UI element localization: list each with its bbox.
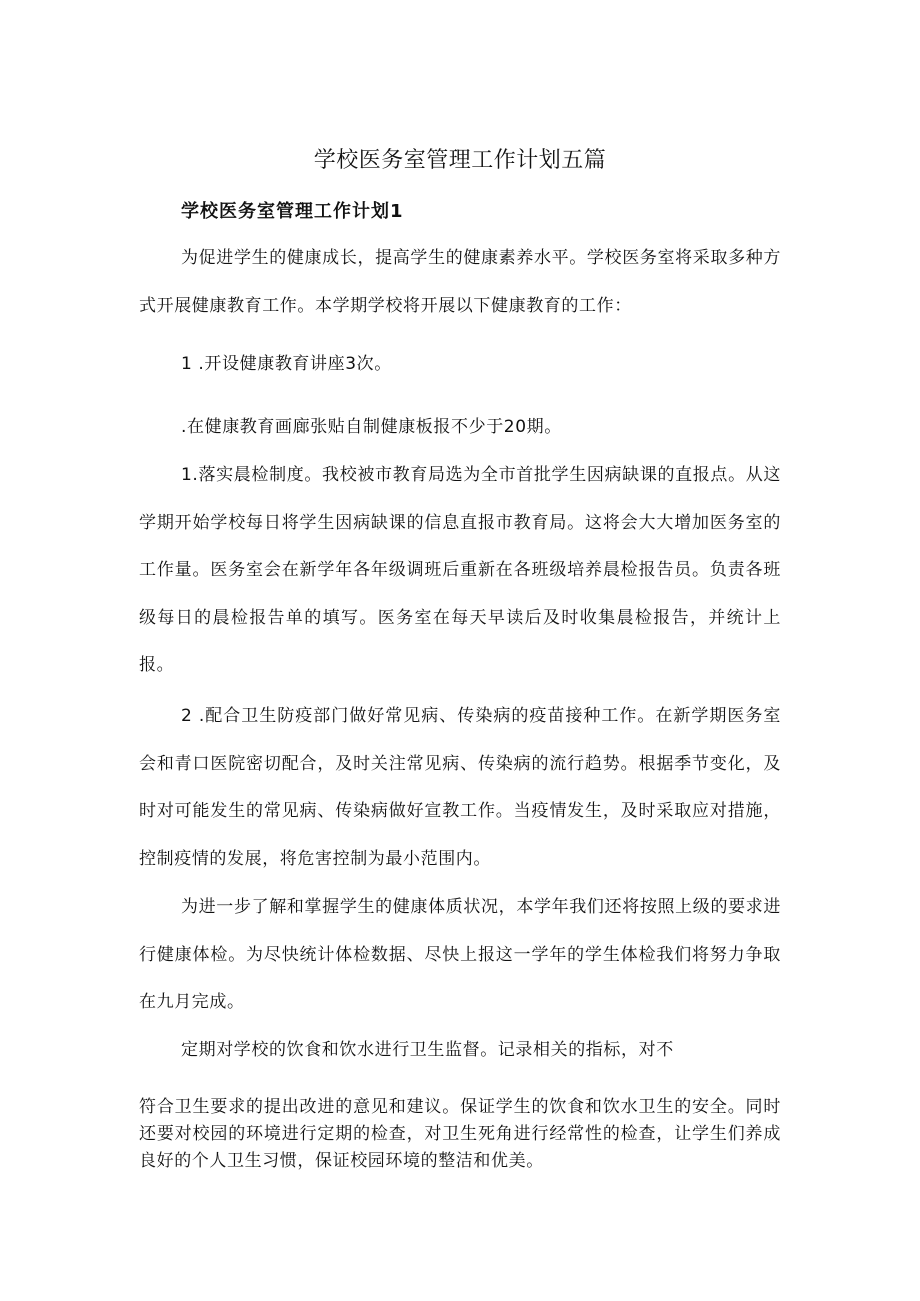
paragraph-intro: 为促进学生的健康成长，提高学生的健康素养水平。学校医务室将采取多种方式开展健康教育工作。本学期学校将开展以下健康教育的工作： (139, 248, 781, 316)
paragraph-health-exam: 为进一步了解和掌握学生的健康体质状况，本学年我们还将按照上级的要求进行健康体检。为尽快统计体检数据、尽快上报这一学年的学生体检我们将努力争取在九月完成。 (139, 897, 781, 1012)
paragraph-vaccination: 2 .配合卫生防疫部门做好常见病、传染病的疫苗接种工作。在新学期医务室会和青口医院密切配合，及时关注常见病、传染病的流行趋势。根据季节变化，及时对可能发生的常见病、传染病做好宣教工作。当疫情发生，及时采取应对措施，控制疫情的发展，将危害控制为最小范围内。 (139, 706, 781, 869)
section-heading: 学校医务室管理工作计划1 (181, 201, 404, 222)
document-title: 学校医务室管理工作计划五篇 (313, 148, 607, 173)
paragraph-supervision-continued: 符合卫生要求的提出改进的意见和建议。保证学生的饮食和饮水卫生的安全。同时还要对校园的环境进行定期的检查，对卫生死角进行经常性的检查，让学生们养成良好的个人卫生习惯，保证校园环境的整洁和优美。 (139, 1097, 781, 1171)
paragraph-item-lectures: 1 .开设健康教育讲座3次。 (181, 354, 392, 374)
paragraph-supervision: 定期对学校的饮食和饮水进行卫生监督。记录相关的指标，对不 (181, 1040, 674, 1060)
paragraph-morning-check: 1.落实晨检制度。我校被市教育局选为全市首批学生因病缺课的直报点。从这学期开始学校每日将学生因病缺课的信息直报市教育局。这将会大大增加医务室的工作量。医务室会在新学年各年级调班后重新在各班级培养晨检报告员。负责各班级每日的晨检报告单的填写。医务室在每天早读后及时收集晨检报告，并统计上报。 (139, 465, 781, 675)
paragraph-item-boards: .在健康教育画廊张贴自制健康板报不少于20期。 (181, 417, 562, 437)
